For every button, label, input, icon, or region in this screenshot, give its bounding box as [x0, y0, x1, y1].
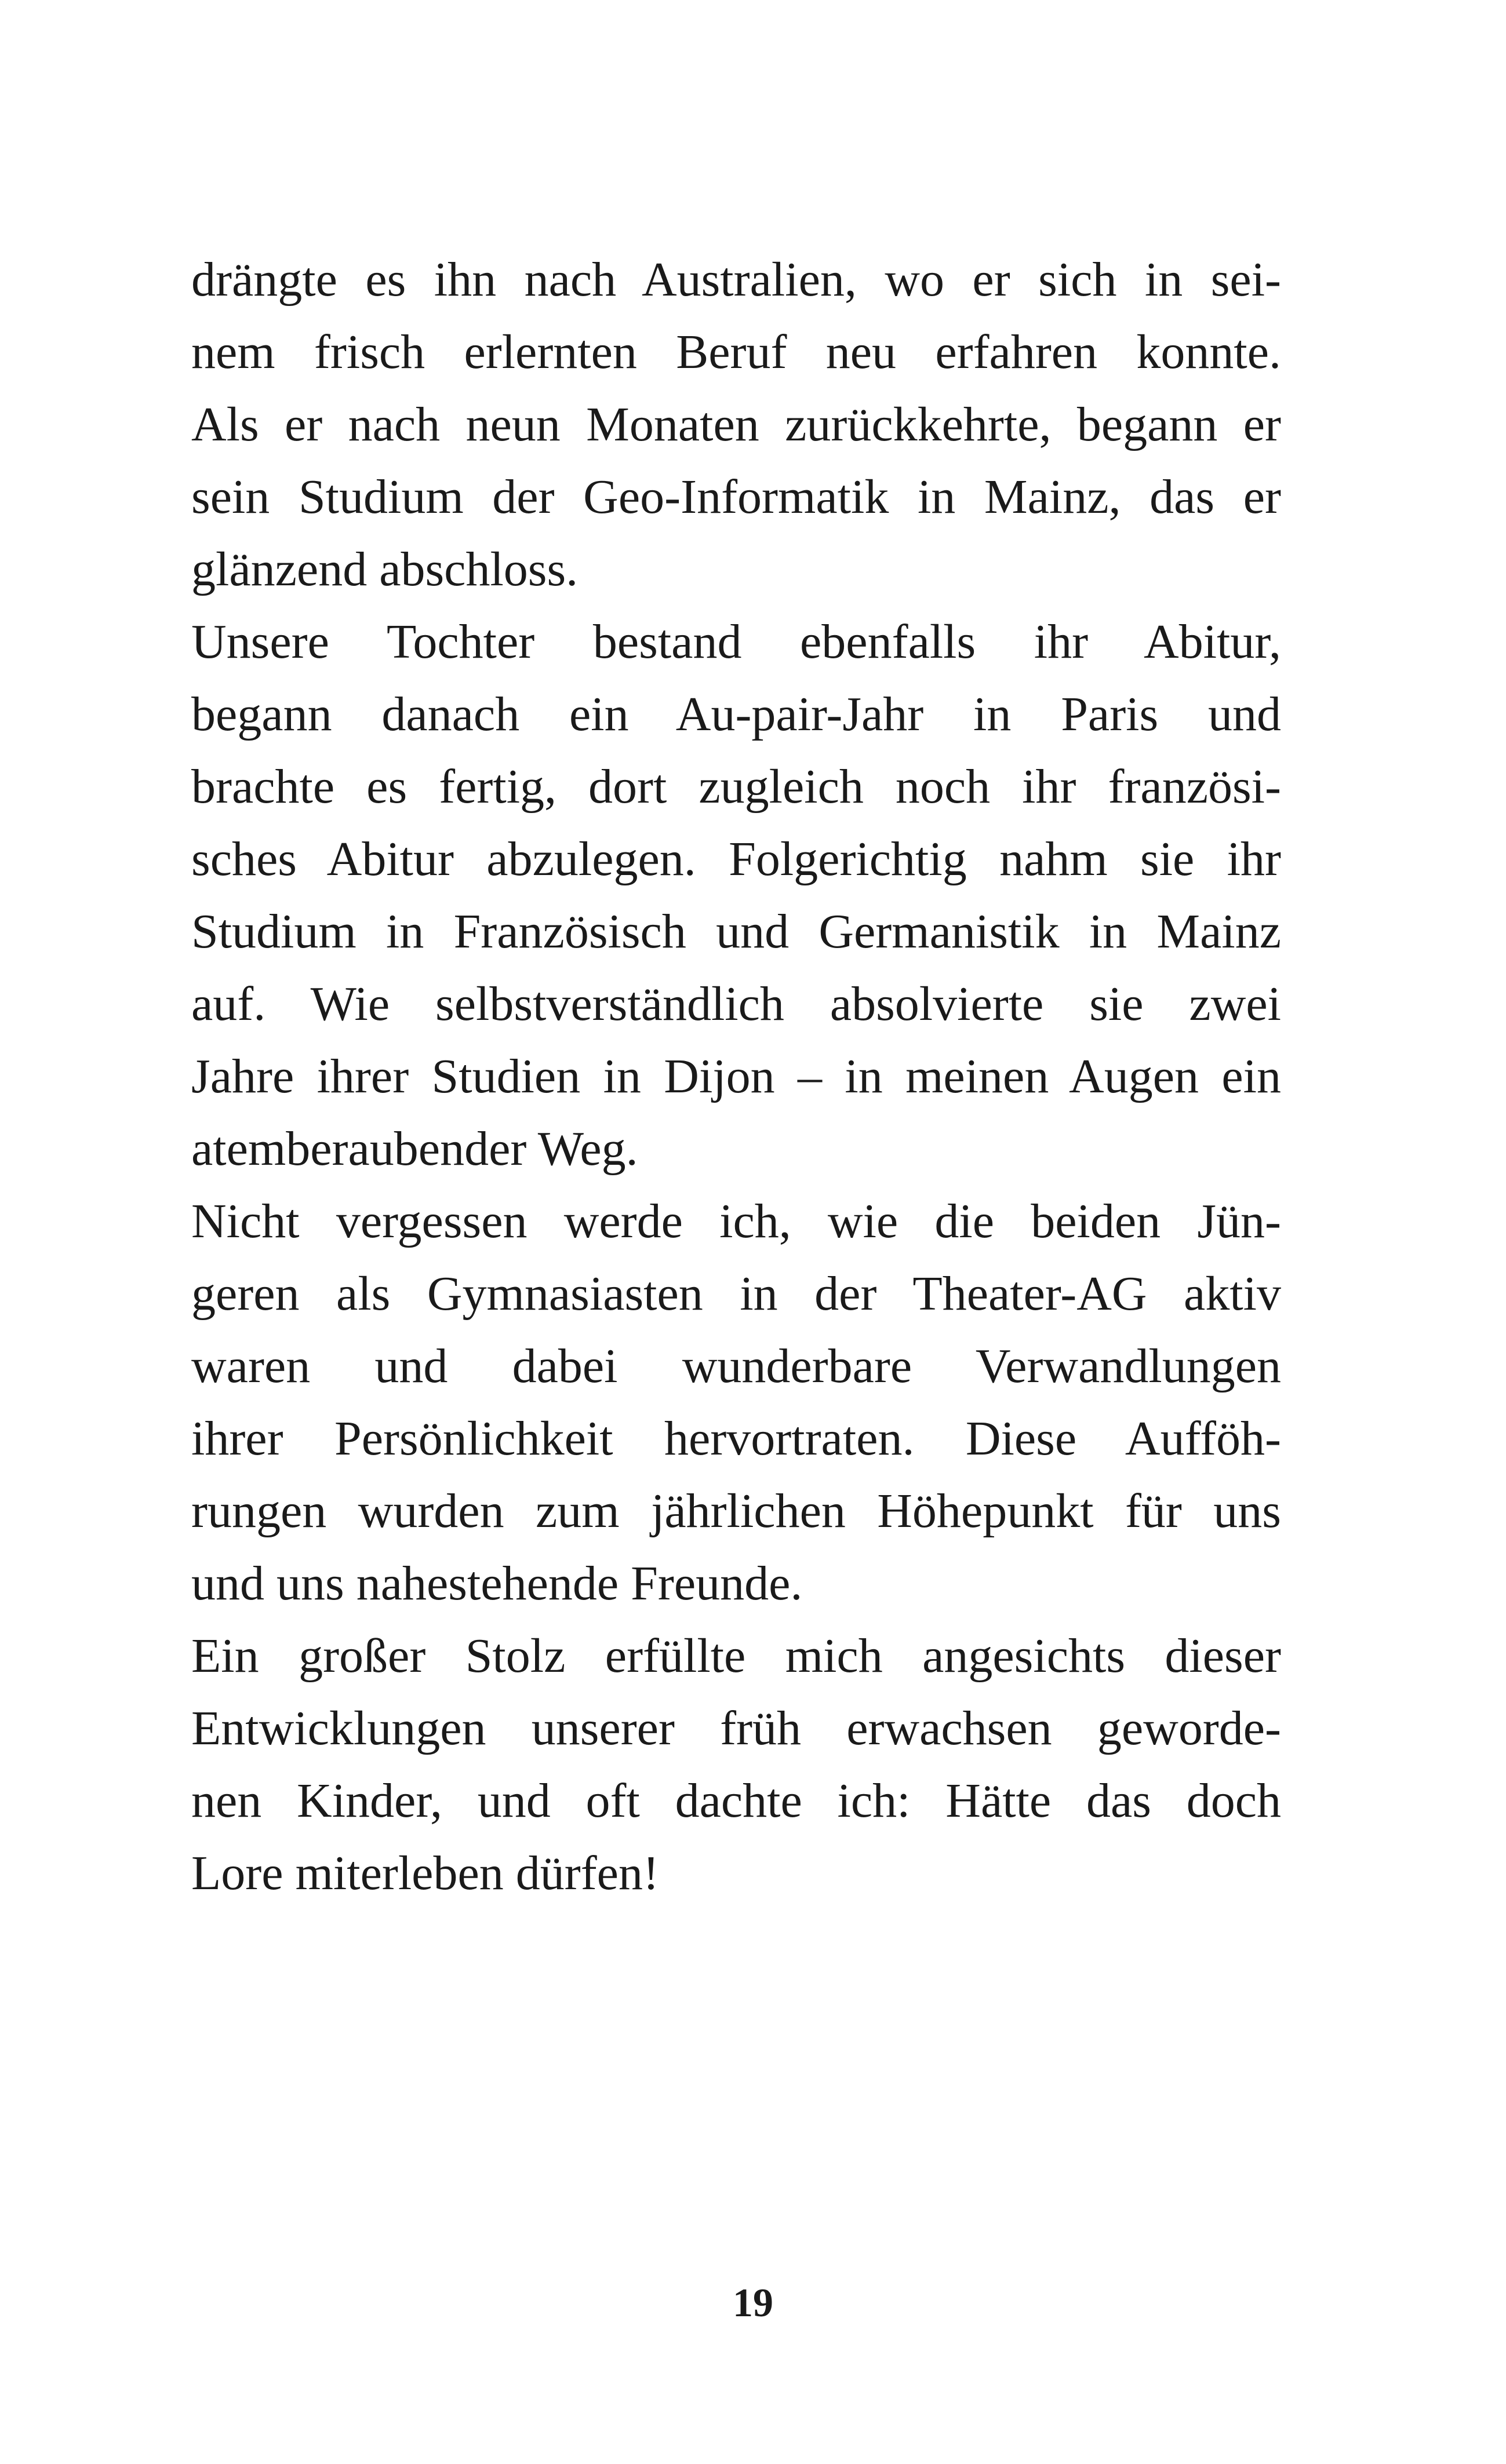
text-line: Unsere Tochter bestand ebenfalls ihr Abitur, [191, 615, 1281, 669]
text-line: sein Studium der Geo-Informatik in Mainz, das er [191, 470, 1281, 524]
text-line: begann danach ein Au-pair-Jahr in Paris und [191, 687, 1281, 741]
text-line: Nicht vergessen werde ich, wie die beiden Jün- [191, 1194, 1281, 1248]
text-line: Entwicklungen unserer früh erwachsen geworde- [191, 1701, 1281, 1755]
text-line: Ein großer Stolz erfüllte mich angesichts dieser [191, 1629, 1281, 1683]
body-text [191, 243, 1281, 1909]
text-line: drängte es ihn nach Australien, wo er sich in sei- [191, 253, 1281, 307]
text-line: sches Abitur abzulegen. Folgerichtig nahm sie ihr [191, 832, 1281, 886]
text-line: nem frisch erlernten Beruf neu erfahren konnte. [191, 325, 1281, 379]
text-line: geren als Gymnasiasten in der Theater-AG aktiv [191, 1267, 1281, 1321]
text-line: brachte es fertig, dort zugleich noch ihr französi- [191, 760, 1281, 814]
text-line: rungen wurden zum jährlichen Höhepunkt für uns [191, 1484, 1281, 1538]
page-number: 19 [733, 2281, 773, 2326]
text-line: atemberaubender Weg. [191, 1122, 638, 1176]
text-line: glänzend abschloss. [191, 542, 579, 596]
text-line: ihrer Persönlichkeit hervortraten. Diese Aufföh- [191, 1412, 1281, 1466]
text-line: Als er nach neun Monaten zurückkehrte, begann er [191, 398, 1281, 451]
text-line: auf. Wie selbstverständlich absolvierte sie zwei [191, 977, 1281, 1031]
text-line: Studium in Französisch und Germanistik in Mainz [191, 905, 1281, 958]
text-line: waren und dabei wunderbare Verwandlungen [191, 1339, 1281, 1393]
text-line: Jahre ihrer Studien in Dijon – in meinen Augen ein [191, 1049, 1281, 1103]
text-line: und uns nahestehende Freunde. [191, 1557, 803, 1610]
text-line: nen Kinder, und oft dachte ich: Hätte das doch [191, 1774, 1281, 1828]
text-line: Lore miterleben dürfen! [191, 1846, 659, 1900]
